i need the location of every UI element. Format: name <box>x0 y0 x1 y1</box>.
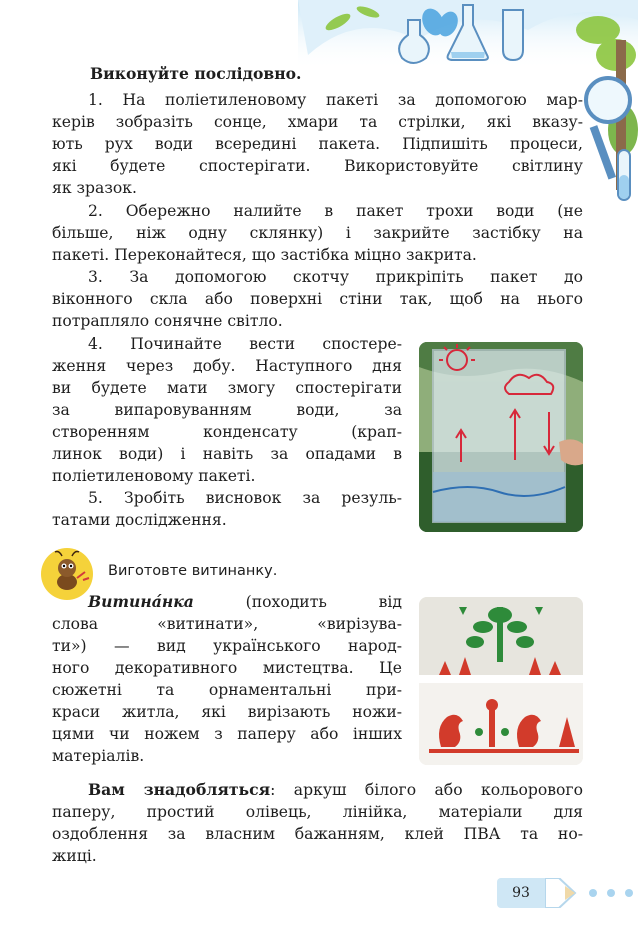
step-line: татами дослідження. <box>52 511 227 529</box>
task-instruction: Виготовте витинанку. <box>108 563 278 579</box>
vytynanka-photo <box>419 597 583 765</box>
step-line: поліетиленовому пакеті. <box>52 467 256 485</box>
step-line: 4. Починайте вести спостере- <box>88 335 402 353</box>
step-line: пакеті. Переконайтеся, що застібка міцно закрита. <box>52 246 477 264</box>
materials-paragraph: Вам знадобляться: аркуш білого або кольорового паперу, простий олівець, лінійка, матеріали для оздоблення за власним бажанням, клей ПВА та но- жиці. <box>52 780 583 865</box>
materials-label: Вам знадобляться <box>88 780 271 799</box>
step-1 <box>52 89 583 199</box>
step-line: за випаровуванням води, за <box>52 401 402 419</box>
step-line: линок води) і навіть за опадами в <box>52 445 402 463</box>
definition-line: слова «витинати», «вирізува- <box>52 615 402 633</box>
section-title: Виконуйте послідовно. <box>90 64 302 83</box>
step-5 <box>52 487 402 531</box>
step-line: ють рух води всередині пакета. Підпишіть процеси, <box>52 135 583 153</box>
step-line: як зразок. <box>52 179 137 197</box>
definition-line: цями чи ножем з паперу або інших <box>52 725 402 743</box>
step-line: потрапляло сонячне світло. <box>52 312 283 330</box>
step-3 <box>52 266 583 332</box>
step-2 <box>52 200 583 266</box>
step-line: 1. На поліетиленовому пакеті за допомогою мар- <box>88 91 583 109</box>
definition-line: сюжетні та орнаментальні при- <box>52 681 402 699</box>
step-4 <box>52 333 402 487</box>
vytynanka-term: Витина́нка <box>88 592 194 611</box>
materials-line: оздоблення за власним бажанням, клей ПВА та но- <box>52 825 583 843</box>
materials-line: паперу, простий олівець, лінійка, матеріали для <box>52 803 583 821</box>
step-line: керів зобразіть сонце, хмари та стрілки, які вказу- <box>52 113 583 131</box>
step-line: 2. Обережно налийте в пакет трохи води (не <box>88 202 583 220</box>
step-line: які будете спостерігати. Використовуйте світлину <box>52 157 583 175</box>
step-line: 5. Зробіть висновок за резуль- <box>88 489 402 507</box>
step-line: ження через добу. Наступного дня <box>52 357 402 375</box>
definition-line: краси житла, які вирізають ножи- <box>52 703 402 721</box>
step-line: створенням конденсату (крап- <box>52 423 402 441</box>
materials-line: жиці. <box>52 847 97 865</box>
page-number: 93 <box>497 878 545 908</box>
water-bag-photo <box>419 342 583 532</box>
step-line: 3. За допомогою скотчу прикріпіть пакет до <box>88 268 583 286</box>
step-line: ви будете мати змогу спостерігати <box>52 379 402 397</box>
definition-line: матеріалів. <box>52 747 145 765</box>
definition-line: ного декоративного мистецтва. Це <box>52 659 402 677</box>
pencil-dots-icon <box>545 878 638 908</box>
definition-line: ти») — вид українського народ- <box>52 637 402 655</box>
step-line: більше, ніж одну склянку) і закрийте застібку на <box>52 224 583 242</box>
vytynanka-definition: Витина́нка (походить від слова «витинати», «вирізува- ти») — вид українського народ- ного декоративного мистецтва. Це сюжетні та орнаментальні при- краси житла, які вирізають ножи- цями чи ножем з паперу або інших матеріалів. <box>52 592 402 765</box>
step-line: віконного скла або поверхні стіни так, щоб на нього <box>52 290 583 308</box>
